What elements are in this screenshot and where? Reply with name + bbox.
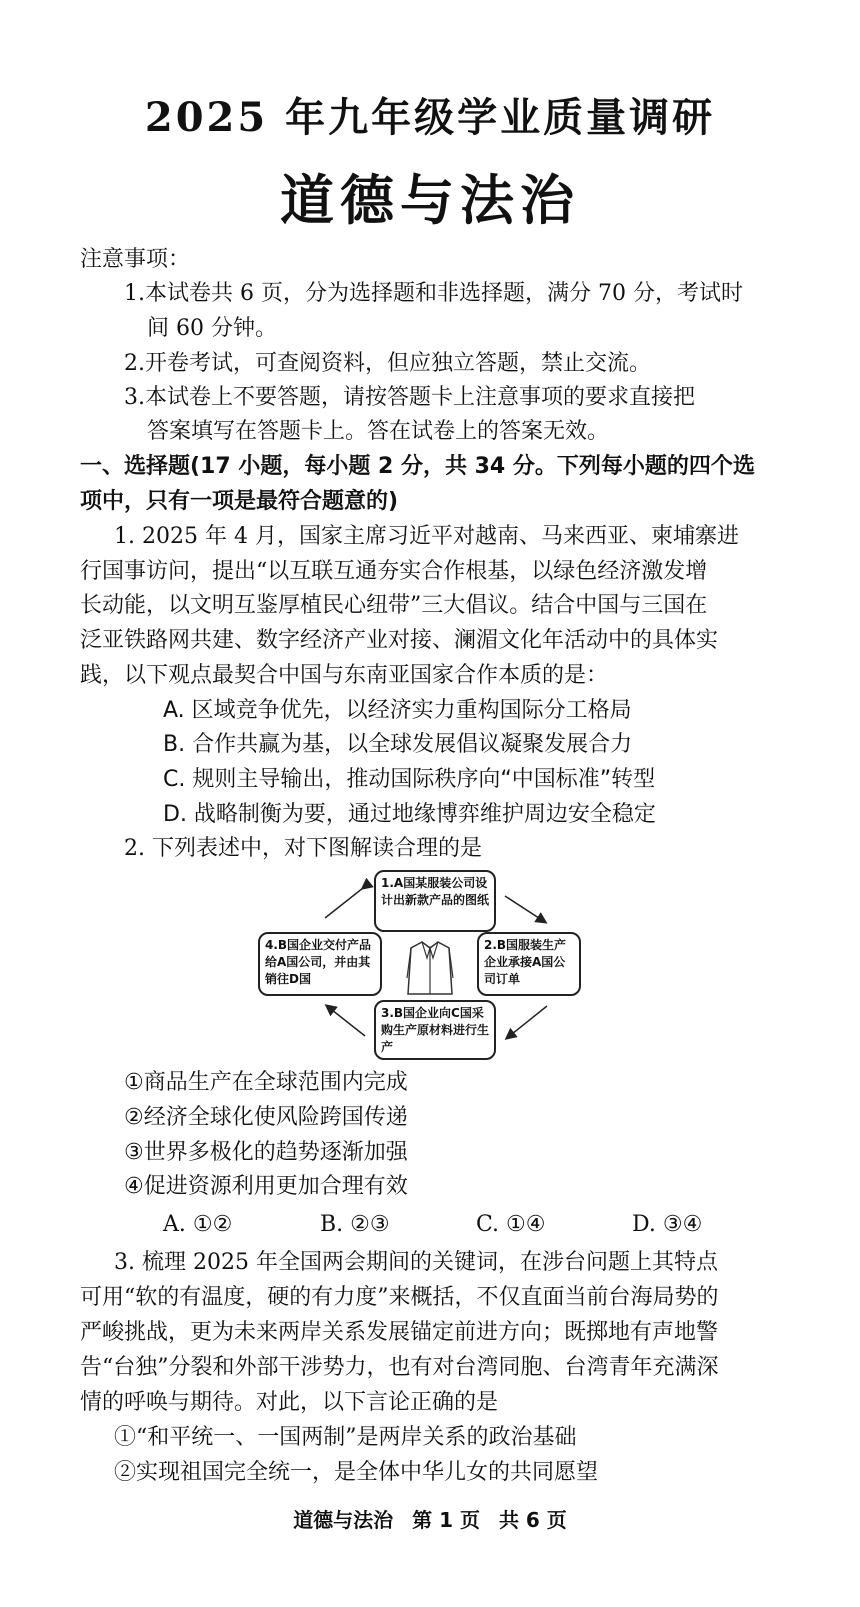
supply-chain-diagram [255, 866, 585, 1066]
q2-stem: 2. 下列表述中，对下图解读合理的是 [124, 836, 482, 861]
jacket-icon [405, 938, 455, 998]
footer-subject: 道德与法治 [293, 1508, 394, 1532]
q2-choice-a: A. ①② [163, 1212, 233, 1237]
diagram-box-3: 3.B国企业向C国采购生产原材料进行生产 [374, 1000, 496, 1060]
diagram-box-2: 2.B国服装生产企业承接A国公司订单 [477, 932, 581, 996]
exam-title: 2025 年九年级学业质量调研 [144, 94, 716, 141]
q3-stem: 告“台独”分裂和外部干涉势力，也有对台湾同胞、台湾青年充满深 [80, 1355, 719, 1380]
q3-stem: 3. 梳理 2025 年全国两会期间的关键词，在涉台问题上其特点 [114, 1250, 718, 1275]
q1-stem: 长动能，以文明互鉴厚植民心纽带”三大倡议。结合中国与三国在 [80, 593, 708, 618]
q1-option-d: D. 战略制衡为要，通过地缘博弈维护周边安全稳定 [163, 802, 656, 827]
q1-option-c: C. 规则主导输出，推动国际秩序向“中国标准”转型 [163, 767, 656, 792]
arrow-2-to-3 [507, 1006, 547, 1038]
section-heading: 一、选择题(17 小题，每小题 2 分，共 34 分。下列每小题的四个选 [80, 454, 755, 479]
q3-statement-2: ②实现祖国完全统一，是全体中华儿女的共同愿望 [114, 1460, 599, 1485]
arrow-1-to-2 [505, 896, 545, 922]
subject-title: 道德与法治 [280, 169, 580, 232]
q2-choice-c: C. ①④ [476, 1212, 546, 1237]
footer-page-number: 第 1 页 [412, 1508, 480, 1532]
q2-choice-d: D. ③④ [632, 1212, 703, 1237]
diagram-box-1: 1.A国某服装公司设计出新款产品的图纸 [374, 870, 496, 932]
notice-line: 3.本试卷上不要答题，请按答题卡上注意事项的要求直接把 [124, 385, 695, 410]
notice-line: 2.开卷考试，可查阅资料，但应独立答题，禁止交流。 [124, 351, 651, 376]
q1-stem: 泛亚铁路网共建、数字经济产业对接、澜湄文化年活动中的具体实 [80, 628, 719, 653]
notice-line: 间 60 分钟。 [147, 316, 277, 341]
q2-choice-b: B. ②③ [320, 1212, 390, 1237]
q1-stem: 践，以下观点最契合中国与东南亚国家合作本质的是： [80, 663, 609, 688]
q1-stem: 1. 2025 年 4 月，国家主席习近平对越南、马来西亚、柬埔寨进 [114, 524, 739, 549]
q3-statement-1: ①“和平统一、一国两制”是两岸关系的政治基础 [114, 1425, 577, 1450]
notice-line: 1.本试卷共 6 页，分为选择题和非选择题，满分 70 分，考试时 [124, 281, 743, 306]
q3-stem: 可用“软的有温度，硬的有力度”来概括，不仅直面当前台海局势的 [80, 1285, 719, 1310]
q2-statement-3: ③世界多极化的趋势逐渐加强 [124, 1140, 408, 1165]
notice-line: 答案填写在答题卡上。答在试卷上的答案无效。 [147, 419, 610, 444]
q1-stem: 行国事访问，提出“以互联互通夯实合作根基，以绿色经济激发增 [80, 559, 708, 584]
diagram-box-4: 4.B国企业交付产品给A国公司，并由其销往D国 [258, 932, 382, 996]
q2-statement-4: ④促进资源利用更加合理有效 [124, 1174, 408, 1199]
section-heading: 项中，只有一项是最符合题意的) [80, 489, 399, 514]
q3-stem: 严峻挑战，更为未来两岸关系发展锚定前进方向；既掷地有声地警 [80, 1320, 719, 1345]
q3-stem: 情的呼唤与期待。对此，以下言论正确的是 [80, 1390, 499, 1415]
notice-heading: 注意事项： [80, 247, 191, 272]
arrow-3-to-4 [327, 1006, 365, 1036]
q1-option-b: B. 合作共赢为基，以全球发展倡议凝聚发展合力 [163, 732, 633, 757]
q2-statement-2: ②经济全球化使风险跨国传递 [124, 1105, 408, 1130]
q2-statement-1: ①商品生产在全球范围内完成 [124, 1070, 408, 1095]
footer-total-pages: 共 6 页 [498, 1508, 567, 1532]
page-footer [0, 1504, 860, 1533]
arrow-4-to-1 [325, 888, 363, 918]
q1-option-a: A. 区域竞争优先，以经济实力重构国际分工格局 [163, 698, 632, 723]
